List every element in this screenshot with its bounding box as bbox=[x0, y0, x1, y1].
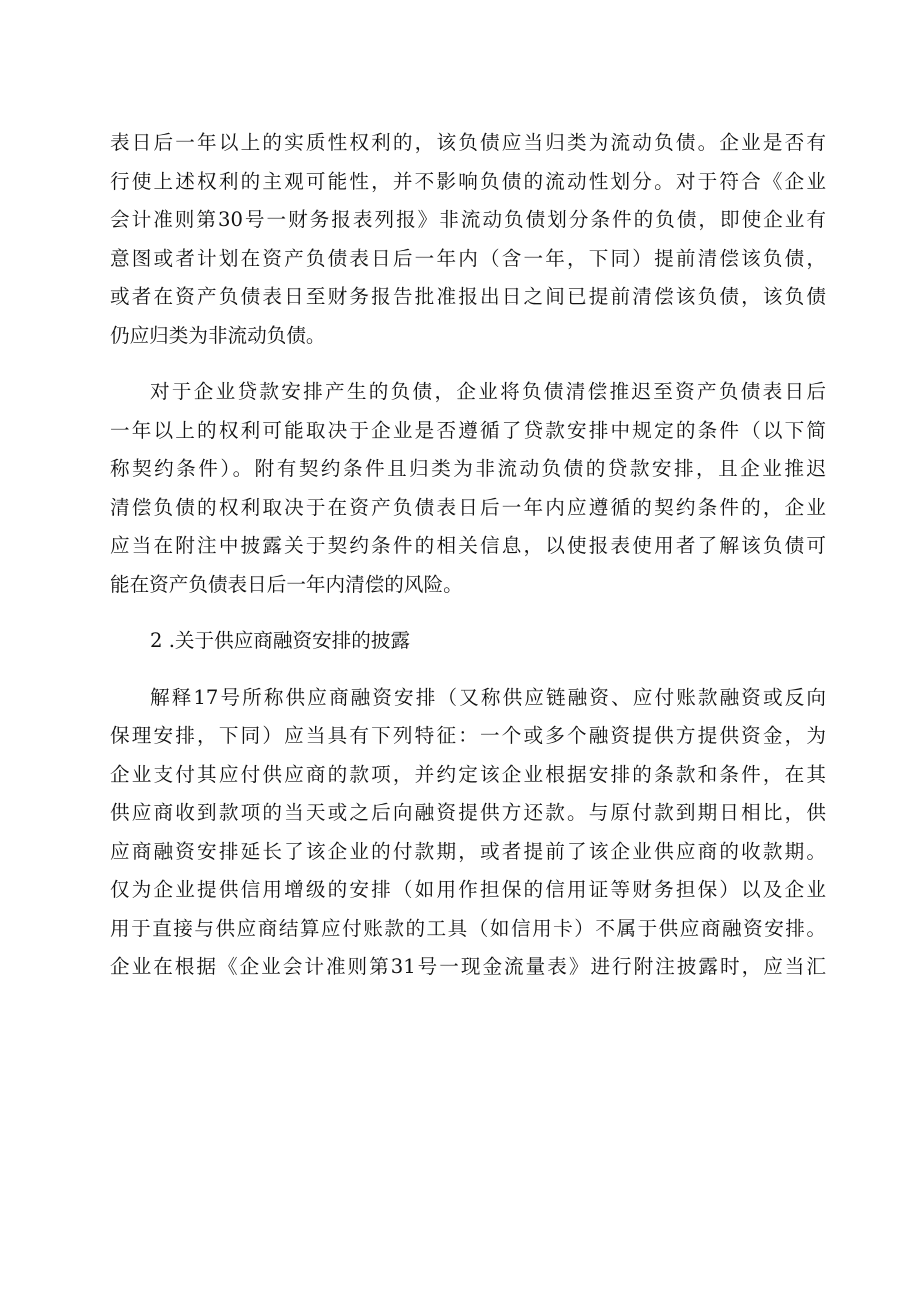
paragraph-gap bbox=[110, 661, 826, 679]
text-line: 应当在附注中披露关于契约条件的相关信息，以使报表使用者了解该负债可 bbox=[110, 534, 826, 557]
text-line: 称契约条件）。附有契约条件且归类为非流动负债的贷款安排，且企业推迟 bbox=[110, 457, 826, 480]
text-line: 能在资产负债表日后一年内清偿的风险。 bbox=[110, 572, 463, 596]
text-line: 清偿负债的权利取决于在资产负债表日后一年内应遵循的契约条件的，企业 bbox=[110, 495, 826, 519]
paragraph-gap bbox=[110, 604, 826, 622]
text-line: 用于直接与供应商结算应付账款的工具（如信用卡）不属于供应商融资安排。 bbox=[110, 916, 826, 940]
document-body bbox=[110, 124, 826, 987]
text-line: 应商融资安排延长了该企业的付款期，或者提前了该企业供应商的收款期。 bbox=[110, 839, 826, 863]
text-line: 企业支付其应付供应商的款项，并约定该企业根据安排的条款和条件，在其 bbox=[110, 762, 826, 786]
text-line: 仍应归类为非流动负债。 bbox=[110, 323, 326, 347]
text-line: 供应商收到款项的当天或之后向融资提供方还款。与原付款到期日相比，供 bbox=[110, 801, 826, 824]
paragraph-gap bbox=[110, 355, 826, 373]
paragraph-supplier-finance bbox=[110, 679, 826, 987]
text-line: 企业在根据《企业会计准则第31号一现金流量表》进行附注披露时，应当汇 bbox=[110, 955, 826, 978]
text-line: 一年以上的权利可能取决于企业是否遵循了贷款安排中规定的条件（以下简 bbox=[110, 418, 826, 442]
text-line: 解释17号所称供应商融资安排（又称供应链融资、应付账款融资或反向 bbox=[150, 685, 826, 709]
paragraph-current-liabilities bbox=[110, 124, 826, 355]
text-line: 或者在资产负债表日至财务报告批准报出日之间已提前清偿该负债，该负债 bbox=[110, 285, 826, 308]
text-line: 会计准则第30号一财务报表列报》非流动负债划分条件的负债，即使企业有 bbox=[110, 208, 826, 231]
text-line: 仅为企业提供信用增级的安排（如用作担保的信用证等财务担保）以及企业 bbox=[110, 878, 826, 901]
paragraph-covenant-conditions bbox=[110, 373, 826, 604]
text-line: 保理安排，下同）应当具有下列特征：一个或多个融资提供方提供资金，为 bbox=[110, 724, 826, 747]
text-line: 意图或者计划在资产负债表日后一年内（含一年，下同）提前清偿该负债， bbox=[110, 246, 826, 270]
text-line: 行使上述权利的主观可能性，并不影响负债的流动性划分。对于符合《企业 bbox=[110, 169, 826, 193]
text-line: 对于企业贷款安排产生的负债，企业将负债清偿推迟至资产负债表日后 bbox=[150, 380, 826, 403]
section-heading-supplier-finance: 2 .关于供应商融资安排的披露 bbox=[150, 629, 411, 652]
text-line: 表日后一年以上的实质性权利的，该负债应当归类为流动负债。企业是否有 bbox=[110, 131, 826, 154]
